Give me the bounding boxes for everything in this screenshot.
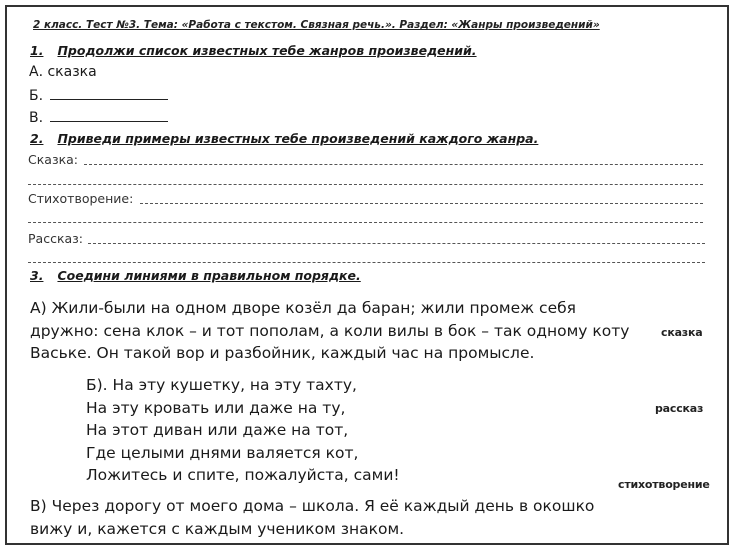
story-label: Рассказ:	[28, 231, 84, 246]
task-3-text: Соедини линиями в правильном порядке.	[57, 268, 361, 283]
poem-line-1[interactable]	[140, 203, 703, 204]
answer-b-row	[29, 87, 168, 104]
fairy-tale-line-1[interactable]	[84, 164, 703, 165]
task-2-number: 2.	[30, 131, 44, 146]
passage-c-line: вижу и, кажется с каждым учеником знаком.	[30, 519, 405, 538]
fairy-tale-label: Сказка:	[28, 152, 79, 167]
passage-a	[30, 297, 629, 365]
answer-c-row	[29, 109, 168, 126]
poem-label: Стихотворение:	[28, 191, 134, 206]
passage-b-line: На эту кровать или даже на ту,	[86, 398, 346, 417]
genre-tag-fairy-tale[interactable]: сказка	[661, 326, 703, 339]
passage-a-line: дружно: сена клок – и тот пополам, а коли вилы в бок – так одному коту	[30, 321, 630, 340]
genre-tag-poem[interactable]: стихотворение	[618, 478, 710, 491]
fairy-tale-line-2[interactable]	[28, 184, 703, 185]
passage-b-line: Ложитесь и спите, пожалуйста, сами!	[86, 466, 400, 484]
worksheet-header: 2 класс. Тест №3. Тема: «Работа с текстом. Связная речь.». Раздел: «Жанры произведений»	[33, 19, 600, 31]
genre-tag-story[interactable]: рассказ	[655, 402, 704, 415]
story-line-2[interactable]	[28, 262, 705, 263]
task-1-text: Продолжи список известных тебе жанров произведений.	[57, 43, 477, 58]
answer-b-label: Б.	[29, 88, 44, 104]
passage-c-line: В) Через дорогу от моего дома – школа. Я её каждый день в окошко	[30, 497, 595, 515]
answer-a: А. сказка	[29, 64, 97, 80]
poem-line-2[interactable]	[28, 222, 703, 223]
answer-b-blank[interactable]	[50, 87, 168, 100]
passage-b-line: На этот диван или даже на тот,	[86, 421, 349, 439]
task-1-title	[30, 43, 477, 58]
answer-c-blank[interactable]	[50, 109, 168, 122]
passage-b	[86, 374, 400, 487]
task-3-number: 3.	[30, 268, 44, 283]
story-line-1[interactable]	[88, 243, 705, 244]
passage-a-line: Ваське. Он такой вор и разбойник, каждый час на промысле.	[30, 344, 535, 362]
task-3-title	[30, 268, 361, 283]
passage-a-line: А) Жили-были на одном дворе козёл да баран; жили промеж себя	[30, 299, 576, 317]
answer-c-label: В.	[29, 110, 44, 126]
passage-b-line: Где целыми днями валяется кот,	[86, 443, 359, 462]
task-1-number: 1.	[30, 43, 44, 58]
task-2-title	[30, 131, 538, 146]
passage-b-line: Б). На эту кушетку, на эту тахту,	[86, 376, 357, 394]
task-2-text: Приведи примеры известных тебе произведений каждого жанра.	[57, 131, 539, 146]
passage-c	[30, 495, 594, 540]
